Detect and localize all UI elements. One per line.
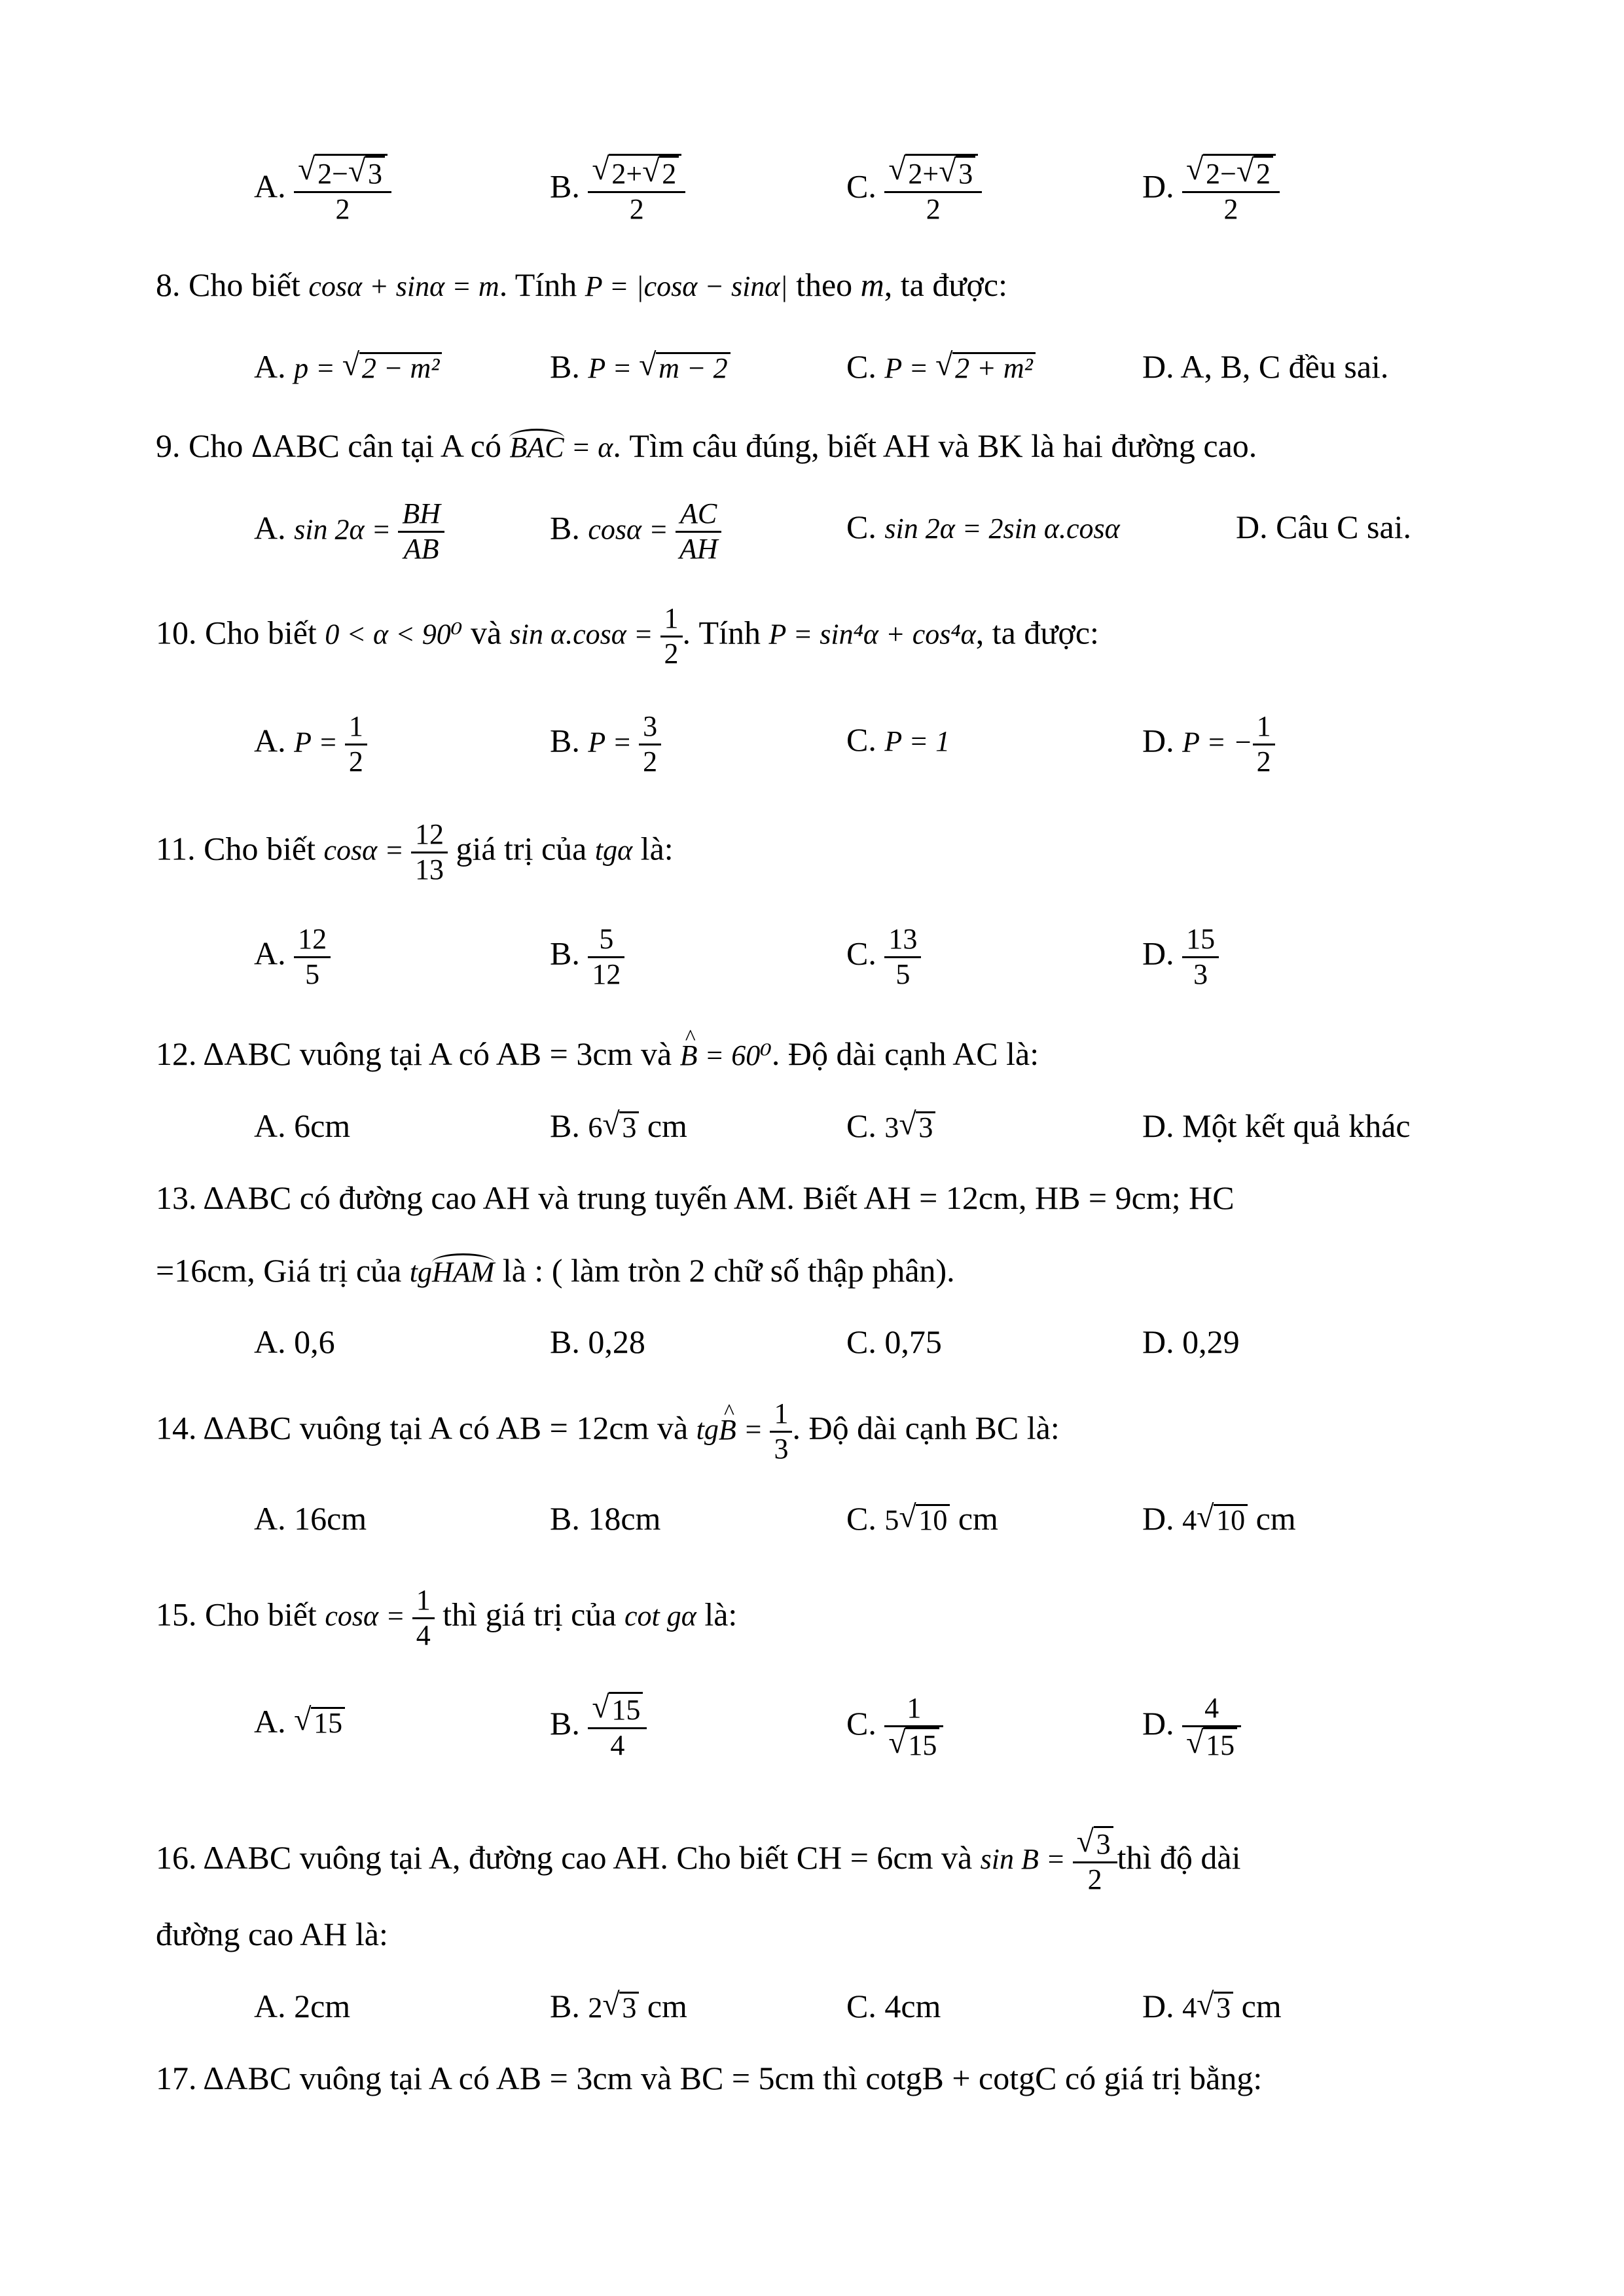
q7-option-a[interactable]: A. √ $\frac{2-√ 3}{2}$ — [254, 154, 391, 226]
q15-option-c[interactable]: C. 1 √ 15 — [846, 1692, 943, 1762]
q16-option-a[interactable]: A. 2cm — [254, 1988, 351, 2024]
q10-option-c[interactable]: C. P = 1 — [846, 721, 950, 758]
q13-option-c[interactable]: C. 0,75 — [846, 1323, 942, 1360]
q8-option-d[interactable]: D. A, B, C đều sai. — [1142, 348, 1389, 385]
q8-option-c[interactable]: C. P = √ 2 + m² — [846, 350, 1036, 383]
q15-options — [0, 1692, 1624, 1761]
q16-option-d[interactable]: D. 4√ 3 cm — [1142, 1990, 1282, 2022]
q10-option-a[interactable]: A. P = $\frac{1}{2}$ — [254, 710, 367, 778]
q9-option-d[interactable]: D. Câu C sai. — [1236, 509, 1412, 545]
q16-question-line2: đường cao AH là: — [156, 1916, 388, 1952]
q11-options — [0, 923, 1624, 988]
q12-question: 12. ΔABC vuông tại A có AB = 3cm và ^ B = 60⁰. Độ dài cạnh AC là: — [156, 1037, 1039, 1070]
q11-option-c[interactable]: C. $\frac{13}{5}$ — [846, 923, 921, 991]
q12-option-b[interactable]: B. 6√ 3 cm — [550, 1109, 687, 1142]
q12-option-a[interactable]: A. 6cm — [254, 1107, 351, 1144]
q15-option-b[interactable]: B. √ $\frac{15}{4}$ — [550, 1692, 647, 1762]
q7-option-d[interactable]: D. √ $\frac{2-√ 2}{2}$ — [1142, 154, 1280, 226]
q13-question-line2: =16cm, Giá trị của tgHAM là : ( làm tròn 2 chữ số thập phân). — [156, 1252, 955, 1289]
q7-options — [0, 154, 1624, 225]
q9-option-c[interactable]: C. sin 2α = 2sin α.cosα — [846, 509, 1120, 545]
q8-option-b[interactable]: B. P = √ m − 2 — [550, 350, 731, 383]
q14-option-a[interactable]: A. 16cm — [254, 1500, 367, 1537]
q15-option-d[interactable]: D. 4 √ 15 — [1142, 1692, 1241, 1762]
q9-option-a[interactable]: A. sin 2α = $\frac{BH}{AB}$ — [254, 497, 444, 565]
q14-option-d[interactable]: D. 4√ 10 cm — [1142, 1502, 1296, 1535]
q16-option-b[interactable]: B. 2√ 3 cm — [550, 1990, 687, 2022]
q16-question-line1: 16. ΔABC vuông tại A, đường cao AH. Cho biết CH = 6cm và sin B = √ $\frac{3}{2}$ thì độ dài — [156, 1826, 1240, 1896]
q14-question: 14. ΔABC vuông tại A có AB = 12cm và tg^ B = $\frac{1}{3}$ . Độ dài cạnh BC là: — [156, 1397, 1060, 1465]
q9-options — [0, 497, 1624, 563]
q11-option-d[interactable]: D. $\frac{15}{3}$ — [1142, 923, 1219, 991]
q13-option-b[interactable]: B. 0,28 — [550, 1323, 645, 1360]
q12-option-c[interactable]: C. 3√ 3 — [846, 1109, 935, 1142]
q11-question: 11. Cho biết cosα = $\frac{12}{13}$ giá trị của tgα là: — [156, 818, 674, 886]
q14-option-b[interactable]: B. 18cm — [550, 1500, 661, 1537]
q13-question-line1: 13. ΔABC có đường cao AH và trung tuyến AM. Biết AH = 12cm, HB = 9cm; HC — [156, 1179, 1235, 1216]
q10-options — [0, 710, 1624, 776]
q13-option-d[interactable]: D. 0,29 — [1142, 1323, 1240, 1360]
q12-option-d[interactable]: D. Một kết quả khác — [1142, 1107, 1411, 1144]
q10-option-b[interactable]: B. P = $\frac{3}{2}$ — [550, 710, 661, 778]
q17-question: 17. ΔABC vuông tại A có AB = 3cm và BC = 5cm thì cotgB + cotgC có giá trị bằng: — [156, 2060, 1263, 2096]
q15-question: 15. Cho biết cosα = $\frac{1}{4}$ thì giá trị của cot gα là: — [156, 1584, 738, 1651]
q11-option-b[interactable]: B. $\frac{5}{12}$ — [550, 923, 624, 991]
q8-option-a[interactable]: A. p = √ 2 − m² — [254, 350, 442, 383]
q14-option-c[interactable]: C. 5√ 10 cm — [846, 1502, 998, 1535]
q11-option-a[interactable]: A. $\frac{12}{5}$ — [254, 923, 331, 991]
q13-option-a[interactable]: A. 0,6 — [254, 1323, 335, 1360]
q10-question: 10. Cho biết 0 < α < 90⁰ và sin α.cosα = $\frac{1}{2}$ . Tính P = sin⁴α + cos⁴α, ta được: — [156, 602, 1099, 670]
q8-options — [0, 350, 1624, 416]
q9-option-b[interactable]: B. cosα = $\frac{AC}{AH}$ — [550, 497, 721, 565]
q10-option-d[interactable]: D. P = − $\frac{1}{2}$ — [1142, 710, 1275, 778]
q8-question: 8. Cho biết cosα + sinα = m. Tính P = |cosα − sinα| theo m, ta được: — [156, 266, 1007, 303]
q15-option-a[interactable]: A. √ 15 — [254, 1705, 345, 1738]
q9-question: 9. Cho ΔABC cân tại A có BAC = α. Tìm câu đúng, biết AH và BK là hai đường cao. — [156, 427, 1257, 464]
q7-option-c[interactable]: C. √ $\frac{2+√ 3}{2}$ — [846, 154, 982, 226]
q16-option-c[interactable]: C. 4cm — [846, 1988, 941, 2024]
q7-option-b[interactable]: B. √ $\frac{2+√ 2}{2}$ — [550, 154, 685, 226]
